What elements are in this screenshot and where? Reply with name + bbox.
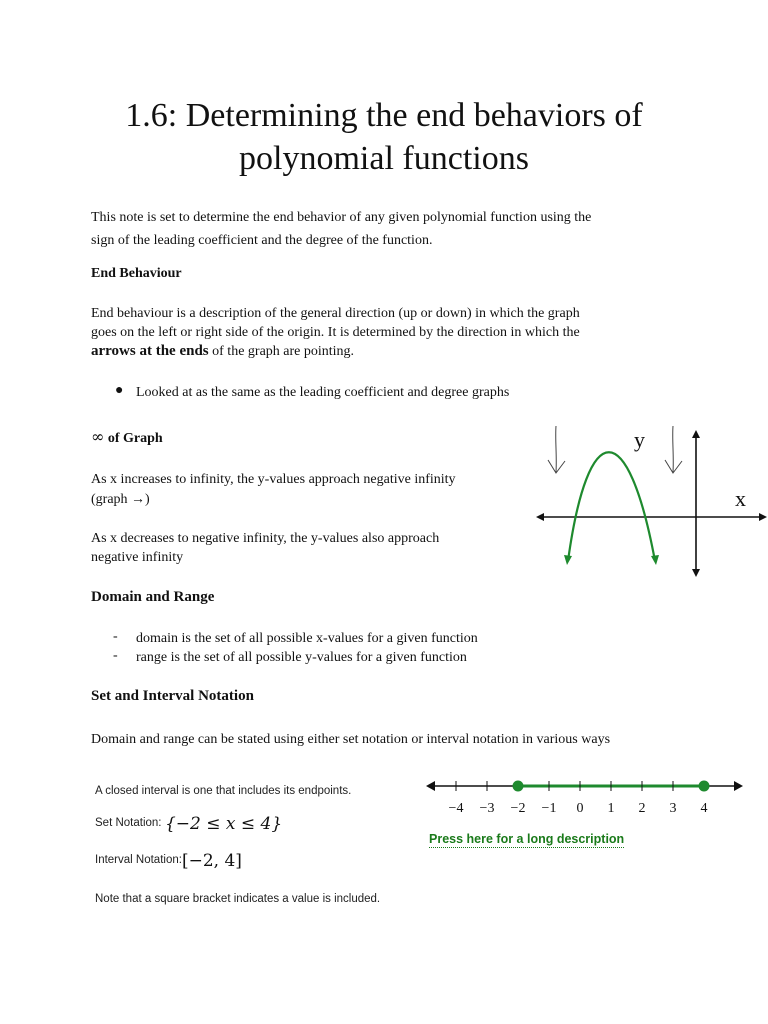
infinity-p2-line-2: negative infinity — [91, 550, 184, 565]
infinity-p1-line-2 — [91, 489, 150, 509]
end-behaviour-graph — [530, 420, 768, 580]
closed-interval-line: A closed interval is one that includes its endpoints. — [95, 785, 352, 797]
infinity-p2-line-1: As x decreases to negative infinity, the y-values also approach — [91, 531, 440, 546]
range-item: range is the set of all possible y-values for a given function — [136, 650, 467, 665]
arrow-right-icon: → — [131, 490, 146, 506]
interval-start-point — [513, 781, 524, 792]
end-behaviour-line-3 — [91, 342, 354, 361]
dash-bullet: - — [113, 629, 118, 644]
number-line-tick-label: 4 — [700, 801, 708, 816]
end-behaviour-line-3-rest: of the graph are pointing. — [208, 344, 355, 359]
dash-bullet: - — [113, 648, 118, 663]
infinity-icon: ∞ — [91, 427, 105, 446]
infinity-graph-heading-text: of Graph — [104, 431, 163, 446]
set-interval-heading: Set and Interval Notation — [91, 688, 254, 704]
number-line-right-arrow-icon — [734, 781, 743, 791]
infinity-graph-heading — [91, 427, 163, 447]
set-interval-text: Domain and range can be stated using either set notation or interval notation in various ways — [91, 732, 611, 747]
number-line-left-arrow-icon — [426, 781, 435, 791]
graph-ref-text: (graph — [91, 492, 132, 507]
bullet-dot-icon: ● — [115, 383, 124, 398]
number-line-tick-label: −1 — [541, 801, 557, 816]
set-notation-value: {−2 ≤ x ≤ 4} — [164, 814, 283, 834]
number-line-tick-label: 0 — [576, 801, 584, 816]
intro-line-2: sign of the leading coefficient and the degree of the function. — [91, 233, 433, 248]
number-line-tick-label: 3 — [669, 801, 677, 816]
domain-item: domain is the set of all possible x-values for a given function — [136, 631, 478, 646]
end-behaviour-bullet: Looked at as the same as the leading coefficient and degree graphs — [136, 385, 510, 400]
end-behaviour-heading: End Behaviour — [91, 266, 182, 281]
long-description-link[interactable]: Press here for a long description — [429, 832, 625, 846]
number-line — [420, 770, 750, 820]
interval-end-point — [699, 781, 710, 792]
infinity-p1-line-1: As x increases to infinity, the y-values approach negative infinity — [91, 472, 456, 487]
number-line-tick-label: 2 — [638, 801, 646, 816]
intro-line-1: This note is set to determine the end behavior of any given polynomial function using the — [91, 210, 592, 225]
graph-y-label: y — [634, 427, 645, 452]
graph-ref-close: ) — [145, 492, 150, 507]
number-line-tick-label: −2 — [510, 801, 526, 816]
number-line-tick-label: 1 — [607, 801, 615, 816]
interval-notation-label: Interval Notation: — [95, 854, 182, 866]
number-line-tick-label: −4 — [448, 801, 464, 816]
end-behaviour-line-2: goes on the left or right side of the origin. It is determined by the direction in which the — [91, 325, 580, 340]
square-bracket-note: Note that a square bracket indicates a value is included. — [95, 893, 381, 905]
set-notation-row — [95, 814, 282, 835]
interval-notation-value: [−2, 4] — [181, 851, 242, 871]
number-line-tick-label: −3 — [479, 801, 495, 816]
arrows-bold-text: arrows at the ends — [91, 343, 209, 359]
set-notation-label: Set Notation: — [95, 817, 162, 829]
page-title: 1.6: Determining the end behaviors of polynomial functions — [125, 97, 643, 177]
graph-x-label: x — [735, 486, 746, 511]
end-behaviour-line-1: End behaviour is a description of the general direction (up or down) in which the graph — [91, 306, 580, 321]
domain-range-heading: Domain and Range — [91, 589, 215, 605]
interval-notation-row — [95, 851, 242, 872]
